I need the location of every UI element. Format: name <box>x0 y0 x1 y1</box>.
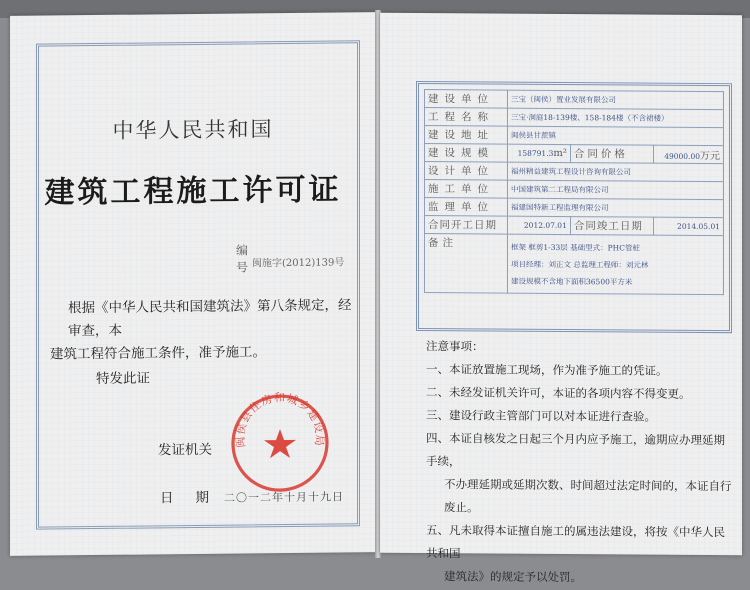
certificate-body <box>50 294 352 366</box>
row-value: 闽侯县甘蔗镇 <box>508 126 724 146</box>
remark-line: 建设规模不含地下面积36500平方米 <box>511 276 633 286</box>
scale-value: 158791.3 <box>517 148 554 158</box>
note-item: 四、本证自核发之日起三个月内应予施工，逾期应办理延期手续， <box>426 431 725 469</box>
row-value: 三宝·洞庭18-139楼、158-184楼（不含裙楼） <box>508 108 724 128</box>
note-item: 二、未经发证机关许可，本证的各项内容不得变更。 <box>426 385 691 401</box>
body-line-2: 建筑工程符合施工条件，准予施工。 <box>50 344 266 363</box>
row-value-2 <box>653 145 723 163</box>
row-label: 建设地址 <box>425 126 508 145</box>
price-value: 49000.00 <box>664 151 700 161</box>
certificate-title: 建筑工程施工许可证 <box>44 172 342 211</box>
note-item-continued: 不办理延期或延期次数、时间超过法定时间的，本证自行废止。 <box>444 477 732 515</box>
row-value: 中国建筑第二工程局有限公司 <box>508 180 724 200</box>
scale-unit: m² <box>553 147 567 160</box>
note-item: 五、凡未取得本证擅自施工的属违法建设，将按《中华人民共和国 <box>426 523 725 561</box>
row-label: 建设规模 <box>425 144 508 163</box>
note-item: 三、建设行政主管部门可以对本证进行查验。 <box>426 408 656 424</box>
special-issue-text: 特发此证 <box>96 370 150 388</box>
row-label-2: 合同价格 <box>570 145 653 164</box>
remark-label: 备注 <box>425 234 508 294</box>
date-label: 日期 <box>160 489 231 507</box>
star-icon <box>264 429 296 458</box>
issue-date: 二〇一二年十月十九日 <box>224 490 344 505</box>
remark-line: 框架 框剪1-33层 基础型式：PHC管桩 <box>511 242 640 253</box>
row-value: 三宝（闽侯）置业发展有限公司 <box>508 90 724 110</box>
notes-section <box>426 335 736 590</box>
row-value: 福建国特新工程监理有限公司 <box>508 198 724 218</box>
row-value <box>508 144 571 162</box>
row-label: 监理单位 <box>425 198 508 217</box>
project-info-table <box>424 89 724 295</box>
row-value: 2012.07.01 <box>508 216 571 234</box>
notes-title: 注意事项： <box>426 339 484 354</box>
remark-line: 项目经理：刘正文 总监理工程师：刘元林 <box>511 259 649 270</box>
row-label-2: 合同竣工日期 <box>570 217 653 236</box>
body-line-1: 根据《中华人民共和国建筑法》第八条规定，经审查，本 <box>68 297 352 340</box>
table-row <box>425 216 724 236</box>
row-label: 合同开工日期 <box>425 216 508 235</box>
official-seal <box>228 391 332 496</box>
right-page <box>380 13 742 585</box>
row-label: 施工单位 <box>425 180 508 199</box>
table-row <box>425 90 724 110</box>
row-label: 建设单位 <box>425 90 508 109</box>
left-page <box>10 12 376 556</box>
table-row <box>425 144 724 164</box>
number-label: 编号 <box>236 243 249 275</box>
note-item-continued: 建筑法》的规定予以处罚。 <box>444 569 582 585</box>
note-item: 一、本证放置施工现场，作为准予施工的凭证。 <box>426 362 668 378</box>
row-label: 设计单位 <box>425 162 508 181</box>
table-row <box>425 198 724 218</box>
price-unit: 万元 <box>700 150 720 163</box>
table-row <box>425 180 724 200</box>
number-value: 闽施字(2012)139号 <box>252 257 345 270</box>
table-row <box>425 108 724 128</box>
row-label: 工程名称 <box>425 108 508 127</box>
table-row <box>425 234 724 295</box>
seal-text: 闽侯县住房和城乡建设局 <box>233 391 327 449</box>
table-row <box>425 126 724 146</box>
row-value: 福州精益建筑工程设计咨询有限公司 <box>508 162 724 182</box>
issuer-label: 发证机关 <box>158 441 212 459</box>
country-name: 中华人民共和国 <box>112 117 274 143</box>
remark-values <box>508 234 724 295</box>
row-value-2: 2014.05.01 <box>653 217 723 235</box>
table-row <box>425 162 724 182</box>
